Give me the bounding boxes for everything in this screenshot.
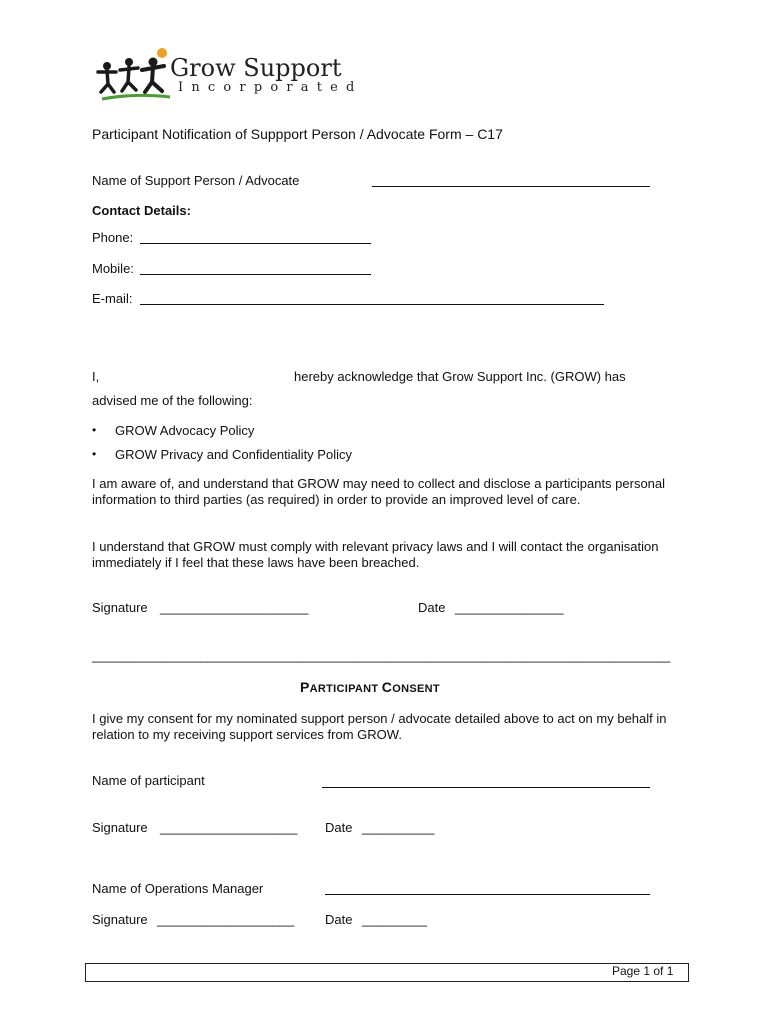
phone-field[interactable] — [140, 243, 371, 244]
consent-date-label: Date — [325, 820, 353, 835]
consent-signature-label: Signature — [92, 820, 148, 835]
consent-heading-c: C — [381, 679, 393, 695]
bullet-icon: • — [92, 423, 97, 437]
consent-heading-p: P — [300, 679, 310, 695]
manager-date-label: Date — [325, 912, 353, 927]
manager-signature-label: Signature — [92, 912, 148, 927]
consent-heading-participant: ARTICIPANT — [309, 683, 382, 695]
consent-heading — [300, 679, 440, 695]
footer-box — [85, 963, 689, 982]
mobile-field[interactable] — [140, 274, 371, 275]
email-label: E-mail: — [92, 291, 133, 306]
email-field[interactable] — [140, 304, 604, 305]
manager-date-field[interactable]: _________ — [362, 912, 428, 927]
participant-name-field[interactable] — [322, 787, 650, 788]
ack-text: hereby acknowledge that Grow Support Inc. (GROW) has — [294, 369, 626, 384]
manager-label: Name of Operations Manager — [92, 881, 264, 896]
form-title: Participant Notification of Suppport Person / Advocate Form – C17 — [92, 126, 503, 142]
mobile-label: Mobile: — [92, 261, 134, 276]
para-aware: I am aware of, and understand that GROW may need to collect and disclose a participants personal information to third parties (as required) in order to provide an improved level of care. — [92, 476, 666, 507]
logo-subtitle: Incorporated — [178, 80, 363, 95]
page-number: Page 1 of 1 — [612, 964, 674, 978]
participant-label: Name of participant — [92, 773, 205, 788]
consent-signature-field[interactable]: ___________________ — [160, 820, 298, 835]
support-name-field[interactable] — [372, 186, 650, 187]
bullet-icon: • — [92, 447, 97, 461]
ack-text-2: advised me of the following: — [92, 393, 253, 408]
manager-signature-field[interactable]: ___________________ — [157, 912, 295, 927]
signature-label: Signature — [92, 600, 148, 615]
consent-text: I give my consent for my nominated support person / advocate detailed above to act on my behalf in relation to my receiving support services from GROW. — [92, 711, 667, 742]
bullet-text: GROW Advocacy Policy — [115, 423, 255, 438]
manager-name-field[interactable] — [325, 894, 650, 895]
consent-date-field[interactable]: __________ — [362, 820, 435, 835]
bullet-text: GROW Privacy and Confidentiality Policy — [115, 447, 352, 462]
logo-wordmark: Grow Support — [170, 54, 342, 82]
signature-field[interactable]: ____________________ — [160, 600, 309, 615]
para-comply: I understand that GROW must comply with relevant privacy laws and I will contact the organisation immediately if I feel that these laws have been breached. — [92, 539, 659, 570]
people-logo-icon — [96, 46, 172, 104]
ack-i: I, — [92, 369, 100, 384]
phone-label: Phone: — [92, 230, 134, 245]
date-field[interactable]: _______________ — [455, 600, 564, 615]
contact-heading: Contact Details: — [92, 203, 191, 218]
consent-heading-consent: ONSENT — [392, 683, 440, 695]
ack-name-field[interactable] — [104, 366, 284, 384]
separator-line: ________________________________________________________________________________ — [92, 648, 671, 663]
date-label: Date — [418, 600, 446, 615]
logo — [96, 46, 363, 104]
support-name-label: Name of Support Person / Advocate — [92, 173, 300, 188]
